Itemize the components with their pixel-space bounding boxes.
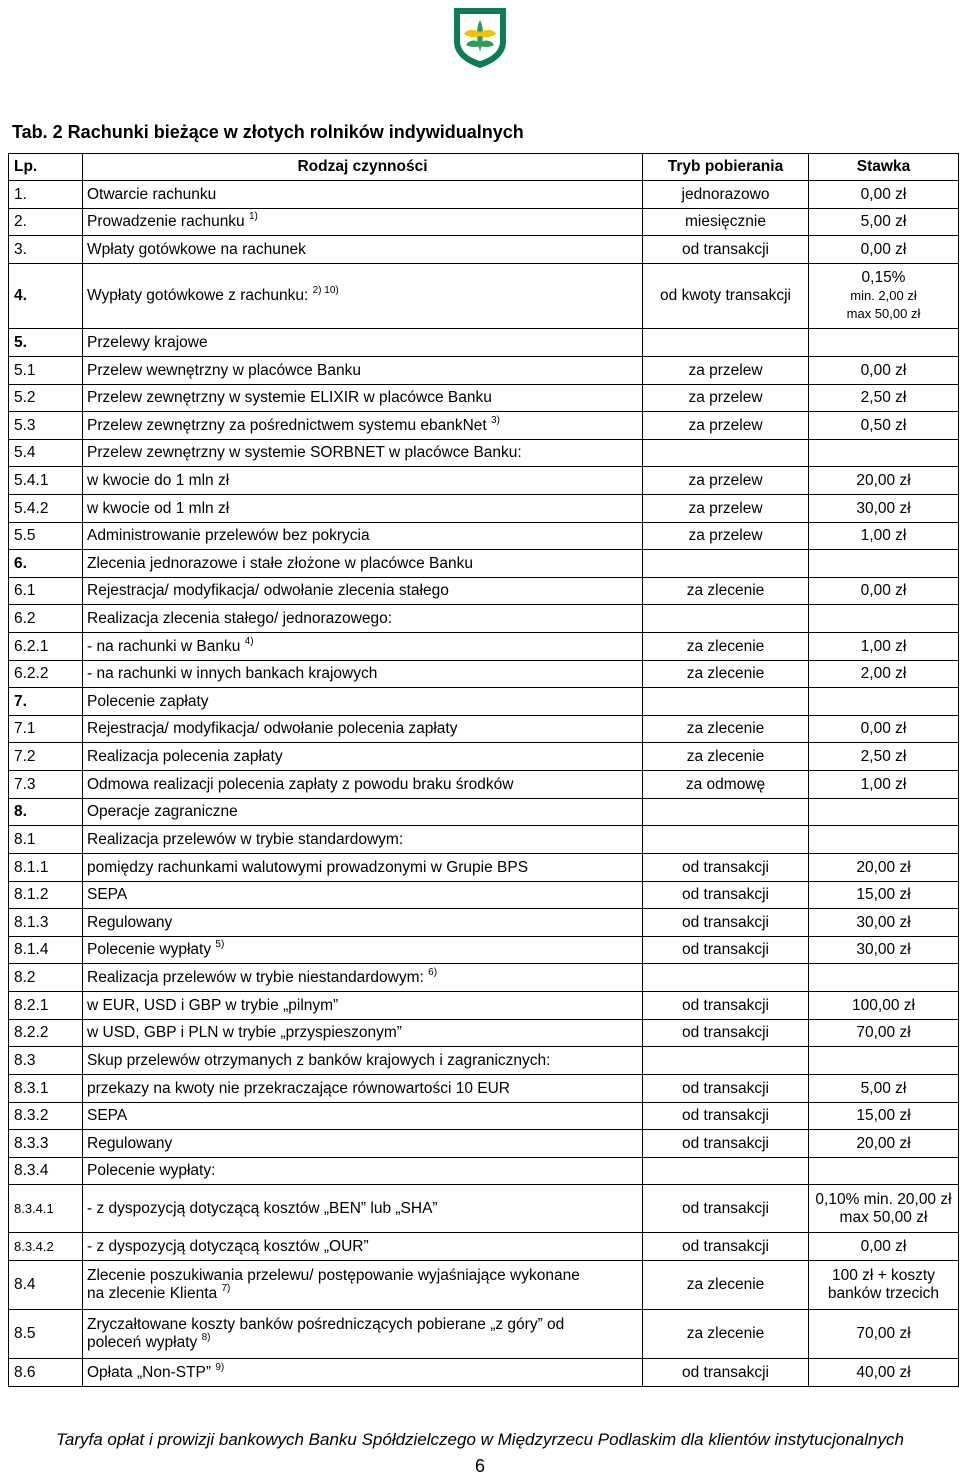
row-name <box>83 440 643 467</box>
row-stawka-text: 0,50 zł <box>860 416 907 434</box>
row-tryb <box>643 826 809 854</box>
row-stawka <box>809 688 959 716</box>
row-stawka <box>809 1310 959 1359</box>
row-stawka <box>809 1130 959 1158</box>
row-lp: 8.2.1 <box>9 992 83 1020</box>
row-stawka <box>809 1103 959 1130</box>
row-tryb <box>643 605 809 633</box>
row-name-text: Realizacja zlecenia stałego/ jednorazowego: <box>87 609 393 627</box>
table-row <box>9 771 959 799</box>
row-stawka <box>809 385 959 412</box>
row-stawka-text: 0,15% <box>861 269 906 286</box>
row-name-text: Polecenie zapłaty <box>87 692 209 710</box>
row-stawka-text-extra: min. 2,00 zł <box>850 288 917 303</box>
row-tryb: od transakcji <box>643 1020 809 1047</box>
row-tryb: za zlecenie <box>643 1310 809 1359</box>
table-row <box>9 826 959 854</box>
table-row <box>9 882 959 909</box>
row-lp: 5. <box>9 329 83 357</box>
row-lp: 6.1 <box>9 578 83 605</box>
footnote-marker: 3) <box>491 414 500 426</box>
row-lp: 7. <box>9 688 83 716</box>
row-stawka <box>809 412 959 440</box>
row-stawka <box>809 854 959 882</box>
row-stawka <box>809 1158 959 1185</box>
row-stawka <box>809 716 959 743</box>
row-lp: 5.2 <box>9 385 83 412</box>
row-tryb: za zlecenie <box>643 716 809 743</box>
row-name-text: Rejestracja/ modyfikacja/ odwołanie zlecenia stałego <box>87 582 449 599</box>
row-stawka <box>809 1261 959 1310</box>
row-stawka <box>809 799 959 826</box>
row-stawka-text: 70,00 zł <box>856 1024 911 1041</box>
row-lp: 8.1.1 <box>9 854 83 882</box>
row-name <box>83 209 643 236</box>
row-lp: 8.2.2 <box>9 1020 83 1047</box>
page-number: 6 <box>474 1456 485 1476</box>
row-stawka-text: 0,00 zł <box>860 1237 907 1255</box>
table-row <box>9 181 959 209</box>
row-name <box>83 716 643 743</box>
row-stawka-text: 0,00 zł <box>860 240 907 258</box>
row-name <box>83 357 643 385</box>
row-tryb: od transakcji <box>643 1130 809 1158</box>
row-tryb: za zlecenie <box>643 1261 809 1310</box>
bank-logo <box>444 2 516 70</box>
table-row <box>9 1103 959 1130</box>
row-name <box>83 1020 643 1047</box>
row-lp: 8.1.4 <box>9 937 83 964</box>
row-tryb: za przelew <box>643 412 809 440</box>
table-row <box>9 550 959 578</box>
row-stawka <box>809 209 959 236</box>
row-stawka <box>809 992 959 1020</box>
row-stawka-text: 100,00 zł <box>852 996 915 1014</box>
row-tryb <box>643 550 809 578</box>
table-row <box>9 633 959 661</box>
row-name <box>83 385 643 412</box>
row-name-text: Przelewy krajowe <box>87 333 208 351</box>
table-row <box>9 799 959 826</box>
row-tryb: miesięcznie <box>643 209 809 236</box>
row-stawka <box>809 181 959 209</box>
row-name <box>83 550 643 578</box>
row-lp: 5.1 <box>9 357 83 385</box>
row-name <box>83 854 643 882</box>
row-lp: 8.3.4 <box>9 1158 83 1185</box>
row-stawka <box>809 964 959 992</box>
row-name-text: SEPA <box>87 886 128 903</box>
table-row <box>9 992 959 1020</box>
footnote-marker: 8) <box>201 1332 211 1343</box>
row-name-text: Otwarcie rachunku <box>87 185 217 203</box>
row-name-text: Przelew zewnętrzny za pośrednictwem systemu ebankNet <box>87 416 487 434</box>
row-name-text: Regulowany <box>87 1134 173 1152</box>
row-lp: 6.2.2 <box>9 661 83 688</box>
header-rodzaj: Rodzaj czynności <box>83 154 643 181</box>
row-stawka-text: 20,00 zł <box>856 858 911 876</box>
row-name-text: w kwocie od 1 mln zł <box>87 499 230 517</box>
row-stawka <box>809 264 959 329</box>
row-name-text: Rejestracja/ modyfikacja/ odwołanie polecenia zapłaty <box>87 720 458 737</box>
footnote-marker: 6) <box>428 966 438 978</box>
table-row <box>9 688 959 716</box>
row-tryb <box>643 329 809 357</box>
table-row <box>9 1185 959 1233</box>
table-row <box>9 264 959 329</box>
row-lp: 8.1.2 <box>9 882 83 909</box>
row-tryb: za przelew <box>643 357 809 385</box>
row-name <box>83 467 643 495</box>
row-name <box>83 1359 643 1387</box>
row-lp: 8.2 <box>9 964 83 992</box>
row-lp: 8.3 <box>9 1047 83 1075</box>
row-tryb: od transakcji <box>643 1103 809 1130</box>
row-tryb: od transakcji <box>643 992 809 1020</box>
row-name-text: Zlecenie poszukiwania przelewu/ postępowanie wyjaśniające wykonane <box>87 1267 580 1284</box>
table-header-row <box>9 154 959 181</box>
row-name <box>83 329 643 357</box>
row-name <box>83 633 643 661</box>
row-tryb: od transakcji <box>643 1185 809 1233</box>
footnote-marker: 5) <box>215 939 225 950</box>
row-name <box>83 1103 643 1130</box>
table-row <box>9 661 959 688</box>
row-tryb <box>643 1047 809 1075</box>
table-row <box>9 236 959 264</box>
row-lp: 8.5 <box>9 1310 83 1359</box>
row-tryb: od transakcji <box>643 1075 809 1103</box>
row-name-text: Przelew wewnętrzny w placówce Banku <box>87 361 361 379</box>
table-row <box>9 467 959 495</box>
row-tryb <box>643 440 809 467</box>
table-row <box>9 716 959 743</box>
row-stawka-text: 15,00 zł <box>856 886 911 903</box>
row-name-text: - z dyspozycją dotyczącą kosztów „OUR” <box>87 1237 369 1255</box>
row-name-text: Zryczałtowane koszty banków pośredniczących pobierane „z góry” od <box>87 1316 565 1333</box>
row-name <box>83 992 643 1020</box>
header-tryb: Tryb pobierania <box>643 154 809 181</box>
row-tryb <box>643 688 809 716</box>
row-name-text: Polecenie wypłaty <box>87 941 212 958</box>
row-name <box>83 181 643 209</box>
table-row <box>9 1047 959 1075</box>
row-lp: 7.3 <box>9 771 83 799</box>
row-name-text: Wpłaty gotówkowe na rachunek <box>87 240 306 258</box>
row-name <box>83 771 643 799</box>
row-name-text: przekazy na kwoty nie przekraczające równowartości 10 EUR <box>87 1079 510 1097</box>
row-tryb: za zlecenie <box>643 578 809 605</box>
row-name <box>83 495 643 523</box>
row-name <box>83 523 643 550</box>
row-tryb: od transakcji <box>643 1233 809 1261</box>
row-tryb: od transakcji <box>643 937 809 964</box>
row-stawka <box>809 909 959 937</box>
row-lp: 5.3 <box>9 412 83 440</box>
row-name-text: Administrowanie przelewów bez pokrycia <box>87 527 370 544</box>
row-stawka-text: 20,00 zł <box>856 471 911 489</box>
row-lp: 5.4.1 <box>9 467 83 495</box>
row-name <box>83 743 643 771</box>
row-stawka <box>809 1233 959 1261</box>
row-stawka-text: 2,50 zł <box>860 389 907 406</box>
row-stawka-text: 20,00 zł <box>856 1134 911 1152</box>
header-lp: Lp. <box>9 154 83 181</box>
table-row <box>9 357 959 385</box>
row-stawka-text: 0,10% min. 20,00 zł <box>815 1190 952 1208</box>
row-stawka-text: 1,00 zł <box>860 527 907 544</box>
row-lp: 8.3.4.1 <box>9 1185 83 1233</box>
row-lp: 8.4 <box>9 1261 83 1310</box>
row-stawka <box>809 357 959 385</box>
row-stawka <box>809 743 959 771</box>
table-row <box>9 909 959 937</box>
row-name-text: - z dyspozycją dotyczącą kosztów „BEN” lub „SHA” <box>87 1199 438 1217</box>
row-lp: 8.1 <box>9 826 83 854</box>
row-name <box>83 964 643 992</box>
row-tryb: od transakcji <box>643 882 809 909</box>
row-name-text: Przelew zewnętrzny w systemie ELIXIR w placówce Banku <box>87 389 492 406</box>
row-lp: 7.1 <box>9 716 83 743</box>
row-tryb <box>643 799 809 826</box>
row-name-text: Odmowa realizacji polecenia zapłaty z powodu braku środków <box>87 775 514 793</box>
row-name-text: - na rachunki w Banku <box>87 637 241 655</box>
row-name-text: Realizacja polecenia zapłaty <box>87 747 283 765</box>
row-name <box>83 1130 643 1158</box>
row-stawka-text-extra: max 50,00 zł <box>839 1208 928 1226</box>
row-name <box>83 909 643 937</box>
row-stawka <box>809 937 959 964</box>
row-stawka <box>809 578 959 605</box>
row-name <box>83 799 643 826</box>
row-stawka <box>809 550 959 578</box>
footnote-marker: 2) 10) <box>312 285 339 296</box>
row-stawka <box>809 633 959 661</box>
table-row <box>9 440 959 467</box>
row-stawka-text: 0,00 zł <box>860 720 907 737</box>
row-name-text: w kwocie do 1 mln zł <box>87 471 230 489</box>
row-stawka <box>809 495 959 523</box>
row-lp: 4. <box>9 264 83 329</box>
row-stawka-text: 70,00 zł <box>856 1325 911 1342</box>
table-row <box>9 329 959 357</box>
row-name <box>83 937 643 964</box>
row-tryb: za przelew <box>643 495 809 523</box>
row-name-text: Wypłaty gotówkowe z rachunku: <box>87 287 309 304</box>
row-stawka-text: 0,00 zł <box>860 185 907 203</box>
row-tryb: za przelew <box>643 385 809 412</box>
row-tryb <box>643 1158 809 1185</box>
row-name-text: Polecenie wypłaty: <box>87 1162 216 1179</box>
row-name <box>83 578 643 605</box>
row-tryb: za zlecenie <box>643 743 809 771</box>
row-stawka <box>809 440 959 467</box>
row-stawka-text: 1,00 zł <box>860 637 907 655</box>
row-name <box>83 1185 643 1233</box>
table-row <box>9 1261 959 1310</box>
row-lp: 6.2.1 <box>9 633 83 661</box>
row-name <box>83 1310 643 1359</box>
row-stawka-text: 0,00 zł <box>860 361 907 379</box>
row-lp: 5.5 <box>9 523 83 550</box>
fee-table <box>8 153 959 1387</box>
row-name-text: Skup przelewów otrzymanych z banków krajowych i zagranicznych: <box>87 1051 551 1069</box>
row-lp: 8.3.4.2 <box>9 1233 83 1261</box>
row-stawka <box>809 467 959 495</box>
row-stawka-text: 30,00 zł <box>856 913 911 931</box>
row-stawka-text: 30,00 zł <box>856 499 911 517</box>
row-lp: 8.3.2 <box>9 1103 83 1130</box>
table-row <box>9 578 959 605</box>
table-row <box>9 1020 959 1047</box>
row-stawka-text: 5,00 zł <box>860 1079 907 1097</box>
row-tryb: jednorazowo <box>643 181 809 209</box>
footnote-marker: 4) <box>244 635 254 647</box>
row-stawka <box>809 236 959 264</box>
table-row <box>9 1158 959 1185</box>
row-lp: 1. <box>9 181 83 209</box>
row-lp: 8.6 <box>9 1359 83 1387</box>
row-lp: 5.4 <box>9 440 83 467</box>
row-tryb: za zlecenie <box>643 661 809 688</box>
row-stawka-text: 100 zł + koszty <box>832 1267 935 1284</box>
footnote-marker: 1) <box>249 211 258 222</box>
row-tryb <box>643 964 809 992</box>
row-tryb: za odmowę <box>643 771 809 799</box>
row-stawka <box>809 1020 959 1047</box>
row-name <box>83 661 643 688</box>
row-stawka-text: 15,00 zł <box>856 1107 911 1124</box>
row-lp: 8.3.1 <box>9 1075 83 1103</box>
table-row <box>9 1075 959 1103</box>
row-stawka <box>809 605 959 633</box>
table-row <box>9 743 959 771</box>
row-name-text: pomiędzy rachunkami walutowymi prowadzonymi w Grupie BPS <box>87 858 529 876</box>
table-row <box>9 385 959 412</box>
row-name-text: Zlecenia jednorazowe i stałe złożone w placówce Banku <box>87 554 473 572</box>
row-name <box>83 236 643 264</box>
row-name-text: Operacje zagraniczne <box>87 803 238 820</box>
page-footer: Taryfa opłat i prowizji bankowych Banku Spółdzielczego w Międzyrzecu Podlaskim dla klientów instytucjonalnych <box>56 1430 904 1449</box>
table-row <box>9 1130 959 1158</box>
row-lp: 3. <box>9 236 83 264</box>
row-stawka-text: 2,50 zł <box>860 747 907 765</box>
row-name-text: Przelew zewnętrzny w systemie SORBNET w placówce Banku: <box>87 444 522 461</box>
table-title: Tab. 2 Rachunki bieżące w złotych rolników indywidualnych <box>12 122 524 142</box>
footnote-marker: 9) <box>215 1361 225 1373</box>
row-name-text: Opłata „Non-STP” <box>87 1363 212 1381</box>
row-stawka <box>809 1075 959 1103</box>
row-lp: 8.1.3 <box>9 909 83 937</box>
table-row <box>9 209 959 236</box>
row-stawka-text-extra: banków trzecich <box>827 1285 940 1302</box>
row-name <box>83 605 643 633</box>
row-stawka-text: 0,00 zł <box>860 582 907 599</box>
row-tryb: od transakcji <box>643 909 809 937</box>
row-lp: 8. <box>9 799 83 826</box>
row-name <box>83 882 643 909</box>
row-lp: 8.3.3 <box>9 1130 83 1158</box>
row-lp: 6. <box>9 550 83 578</box>
row-name <box>83 264 643 329</box>
row-name <box>83 1075 643 1103</box>
row-name-text: - na rachunki w innych bankach krajowych <box>87 665 378 682</box>
row-tryb: za przelew <box>643 523 809 550</box>
row-stawka <box>809 1359 959 1387</box>
row-name-text: w EUR, USD i GBP w trybie „pilnym” <box>87 996 339 1014</box>
row-stawka <box>809 661 959 688</box>
table-row <box>9 964 959 992</box>
row-stawka <box>809 523 959 550</box>
table-row <box>9 605 959 633</box>
row-tryb: od transakcji <box>643 1359 809 1387</box>
row-name <box>83 1158 643 1185</box>
row-lp: 7.2 <box>9 743 83 771</box>
row-lp: 5.4.2 <box>9 495 83 523</box>
row-name-text-line2: na zlecenie Klienta <box>87 1285 218 1302</box>
row-name <box>83 688 643 716</box>
row-name-text: Realizacja przelewów w trybie niestandardowym: <box>87 968 424 986</box>
row-name <box>83 1047 643 1075</box>
table-row <box>9 412 959 440</box>
table-row <box>9 937 959 964</box>
row-stawka-text: 1,00 zł <box>860 775 907 793</box>
header-stawka: Stawka <box>809 154 959 181</box>
row-name-text: Regulowany <box>87 913 173 931</box>
row-name-text-line2: poleceń wypłaty <box>87 1334 198 1351</box>
row-name <box>83 1233 643 1261</box>
table-row <box>9 1233 959 1261</box>
row-tryb: od transakcji <box>643 854 809 882</box>
row-tryb: od kwoty transakcji <box>643 264 809 329</box>
row-stawka-text: 2,00 zł <box>860 665 907 682</box>
row-tryb: od transakcji <box>643 236 809 264</box>
row-stawka <box>809 1185 959 1233</box>
row-name-text: Realizacja przelewów w trybie standardowym: <box>87 830 404 848</box>
row-name-text: SEPA <box>87 1107 128 1124</box>
table-row <box>9 1310 959 1359</box>
row-name <box>83 1261 643 1310</box>
row-stawka <box>809 329 959 357</box>
row-name <box>83 412 643 440</box>
table-row <box>9 523 959 550</box>
row-tryb: za przelew <box>643 467 809 495</box>
row-lp: 6.2 <box>9 605 83 633</box>
row-stawka <box>809 771 959 799</box>
table-row <box>9 854 959 882</box>
row-name <box>83 826 643 854</box>
row-stawka-text: 5,00 zł <box>860 213 907 230</box>
footnote-marker: 7) <box>221 1283 231 1294</box>
row-lp: 2. <box>9 209 83 236</box>
row-stawka-text-extra: max 50,00 zł <box>846 306 921 321</box>
row-name-text: Prowadzenie rachunku <box>87 213 245 230</box>
row-stawka <box>809 882 959 909</box>
table-row <box>9 495 959 523</box>
table-row <box>9 1359 959 1387</box>
row-tryb: za zlecenie <box>643 633 809 661</box>
row-stawka-text: 30,00 zł <box>856 941 911 958</box>
row-stawka <box>809 826 959 854</box>
row-name-text: w USD, GBP i PLN w trybie „przyspieszonym” <box>87 1024 402 1041</box>
row-stawka <box>809 1047 959 1075</box>
row-stawka-text: 40,00 zł <box>856 1363 911 1381</box>
